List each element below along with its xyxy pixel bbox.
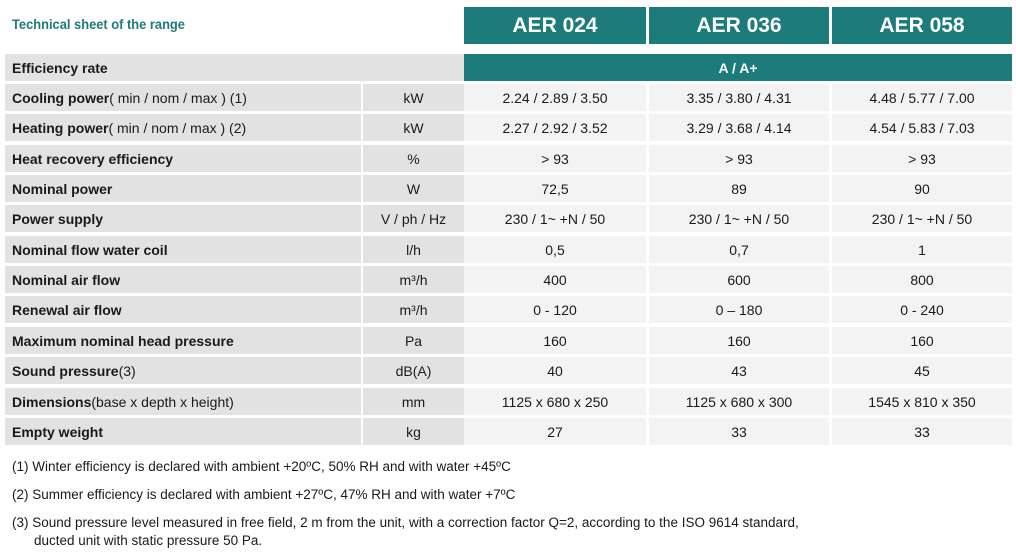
footnote-2: (2) Summer efficiency is declared with ambient +27ºC, 47% RH and with water +7ºC bbox=[12, 487, 516, 502]
footnote-1: (1) Winter efficiency is declared with ambient +20ºC, 50% RH and with water +45ºC bbox=[12, 459, 511, 474]
row-unit: W bbox=[363, 175, 464, 202]
row-value-aer-024: 2.27 / 2.92 / 3.52 bbox=[464, 114, 646, 141]
row-value-aer-024: 1125 x 680 x 250 bbox=[464, 388, 646, 415]
model-header-aer-036: AER 036 bbox=[649, 7, 829, 44]
row-value-aer-024: 230 / 1~ +N / 50 bbox=[464, 205, 646, 232]
table-row bbox=[5, 357, 1012, 384]
row-value-aer-024: > 93 bbox=[464, 145, 646, 172]
table-row bbox=[5, 114, 1012, 141]
row-value-aer-058: 160 bbox=[832, 327, 1012, 354]
row-value-aer-058: 90 bbox=[832, 175, 1012, 202]
table-row bbox=[5, 175, 1012, 202]
footnote-3-line-2: ducted unit with static pressure 50 Pa. bbox=[34, 533, 263, 548]
row-value-aer-036: 230 / 1~ +N / 50 bbox=[649, 205, 829, 232]
row-value-aer-024: 400 bbox=[464, 266, 646, 293]
table-row bbox=[5, 236, 1012, 263]
row-label: Heating power ( min / nom / max ) (2) bbox=[5, 114, 361, 141]
row-label: Renewal air flow bbox=[5, 296, 361, 323]
row-value-aer-024: 160 bbox=[464, 327, 646, 354]
efficiency-value: A / A+ bbox=[464, 54, 1012, 81]
row-label: Dimensions (base x depth x height) bbox=[5, 388, 361, 415]
row-unit: kW bbox=[363, 84, 464, 111]
row-unit: kW bbox=[363, 114, 464, 141]
row-value-aer-024: 72,5 bbox=[464, 175, 646, 202]
row-unit: V / ph / Hz bbox=[363, 205, 464, 232]
footnote-3 bbox=[12, 514, 1002, 550]
row-value-aer-036: 3.35 / 3.80 / 4.31 bbox=[649, 84, 829, 111]
row-value-aer-024: 2.24 / 2.89 / 3.50 bbox=[464, 84, 646, 111]
row-label: Empty weight bbox=[5, 418, 361, 445]
model-header-aer-024: AER 024 bbox=[464, 7, 646, 44]
row-value-aer-058: 230 / 1~ +N / 50 bbox=[832, 205, 1012, 232]
row-label: Maximum nominal head pressure bbox=[5, 327, 361, 354]
footnotes bbox=[12, 458, 1002, 550]
table-row bbox=[5, 205, 1012, 232]
row-value-aer-036: 89 bbox=[649, 175, 829, 202]
row-value-aer-058: 45 bbox=[832, 357, 1012, 384]
row-label: Nominal flow water coil bbox=[5, 236, 361, 263]
table-row bbox=[5, 84, 1012, 111]
row-unit: m³/h bbox=[363, 296, 464, 323]
row-value-aer-058: 800 bbox=[832, 266, 1012, 293]
table-row bbox=[5, 418, 1012, 445]
table-row bbox=[5, 145, 1012, 172]
row-value-aer-024: 27 bbox=[464, 418, 646, 445]
row-label: Sound pressure (3) bbox=[5, 357, 361, 384]
row-unit: dB(A) bbox=[363, 357, 464, 384]
row-unit: mm bbox=[363, 388, 464, 415]
table-row bbox=[5, 388, 1012, 415]
row-unit: % bbox=[363, 145, 464, 172]
row-label: Cooling power ( min / nom / max ) (1) bbox=[5, 84, 361, 111]
row-label: Nominal power bbox=[5, 175, 361, 202]
sheet-title: Technical sheet of the range bbox=[12, 16, 185, 32]
row-value-aer-036: 1125 x 680 x 300 bbox=[649, 388, 829, 415]
row-value-aer-036: 600 bbox=[649, 266, 829, 293]
table-row bbox=[5, 296, 1012, 323]
row-unit: kg bbox=[363, 418, 464, 445]
row-value-aer-058: 4.48 / 5.77 / 7.00 bbox=[832, 84, 1012, 111]
model-header-aer-058: AER 058 bbox=[832, 7, 1012, 44]
row-value-aer-036: 33 bbox=[649, 418, 829, 445]
row-value-aer-036: 3.29 / 3.68 / 4.14 bbox=[649, 114, 829, 141]
row-label: Nominal air flow bbox=[5, 266, 361, 293]
efficiency-label: Efficiency rate bbox=[5, 54, 464, 81]
row-value-aer-024: 40 bbox=[464, 357, 646, 384]
row-value-aer-036: 43 bbox=[649, 357, 829, 384]
table-row bbox=[5, 266, 1012, 293]
row-value-aer-058: > 93 bbox=[832, 145, 1012, 172]
row-label: Power supply bbox=[5, 205, 361, 232]
row-unit: l/h bbox=[363, 236, 464, 263]
row-unit: Pa bbox=[363, 327, 464, 354]
row-value-aer-036: 0,7 bbox=[649, 236, 829, 263]
row-value-aer-024: 0 - 120 bbox=[464, 296, 646, 323]
row-value-aer-058: 0 - 240 bbox=[832, 296, 1012, 323]
row-unit: m³/h bbox=[363, 266, 464, 293]
table-row bbox=[5, 327, 1012, 354]
row-value-aer-058: 33 bbox=[832, 418, 1012, 445]
row-value-aer-036: > 93 bbox=[649, 145, 829, 172]
row-value-aer-058: 1 bbox=[832, 236, 1012, 263]
row-value-aer-036: 160 bbox=[649, 327, 829, 354]
row-label: Heat recovery efficiency bbox=[5, 145, 361, 172]
row-value-aer-058: 4.54 / 5.83 / 7.03 bbox=[832, 114, 1012, 141]
row-value-aer-058: 1545 x 810 x 350 bbox=[832, 388, 1012, 415]
footnote-3-line-1: (3) Sound pressure level measured in free field, 2 m from the unit, with a correction factor Q=2, according to the ISO 9614 standard, bbox=[12, 515, 799, 530]
row-value-aer-036: 0 – 180 bbox=[649, 296, 829, 323]
row-value-aer-024: 0,5 bbox=[464, 236, 646, 263]
